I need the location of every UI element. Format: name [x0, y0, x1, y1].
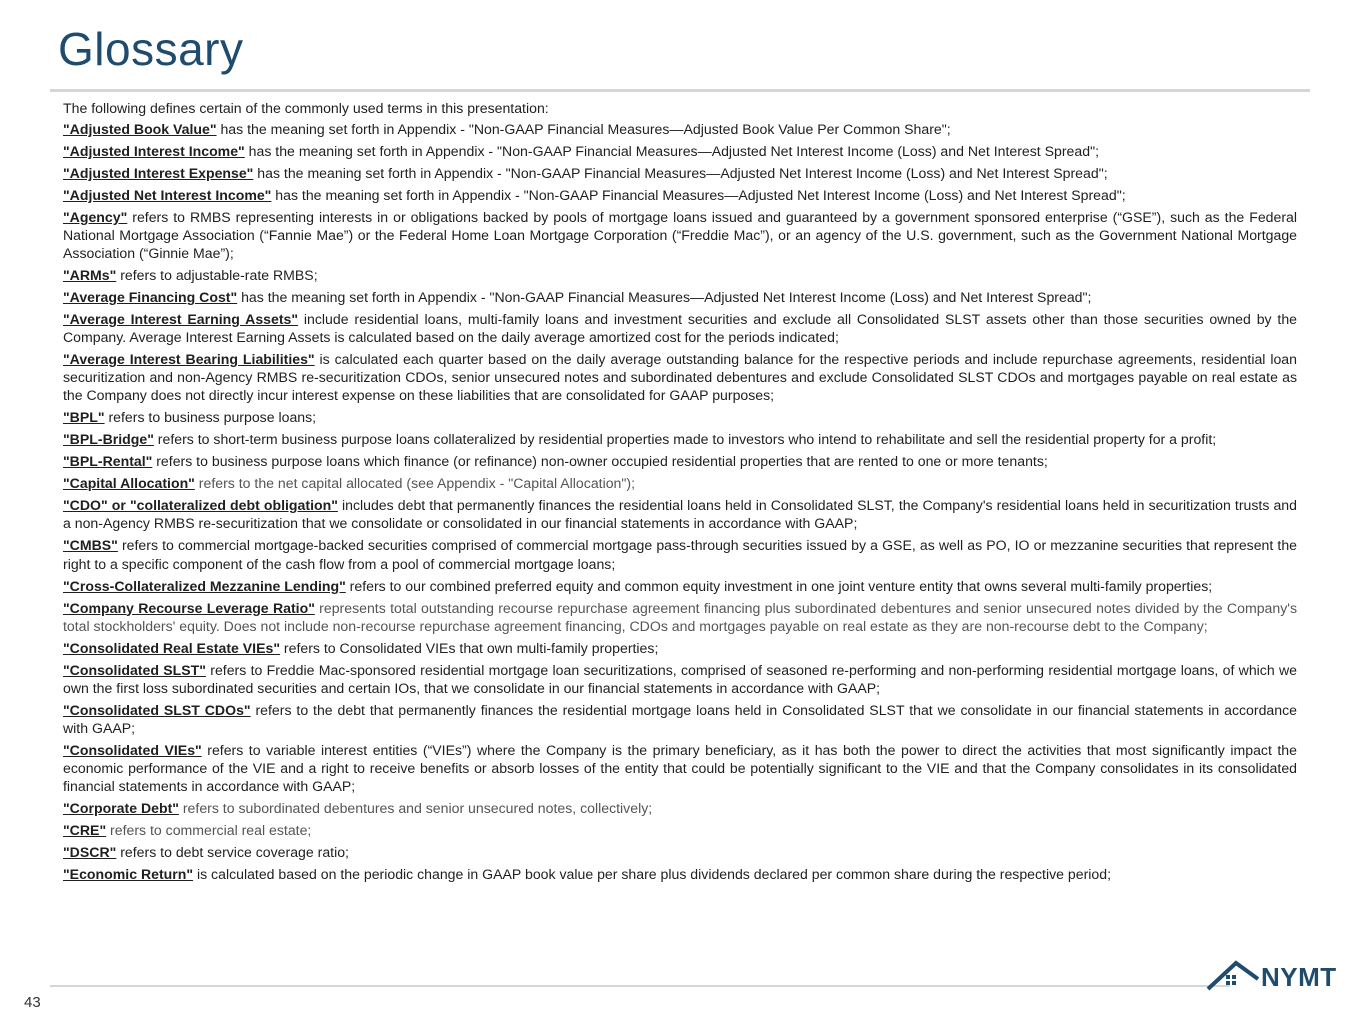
glossary-term: "Adjusted Book Value" [63, 121, 217, 138]
glossary-definition: has the meaning set forth in Appendix - "Non-GAAP Financial Measures—Adjusted Book Value Per Common Share"; [216, 121, 951, 138]
glossary-entry [63, 799, 1297, 817]
glossary-definition: refers to subordinated debentures and senior unsecured notes, collectively; [178, 799, 653, 816]
glossary-entry [63, 741, 1297, 795]
glossary-entry [63, 639, 1297, 657]
glossary-term: "BPL-Bridge" [63, 431, 154, 448]
glossary-term: "Average Financing Cost" [63, 289, 238, 306]
glossary-definition: is calculated based on the periodic change in GAAP book value per share plus dividends declared per common share during the respective period; [193, 865, 1111, 882]
glossary-definition: has the meaning set forth in Appendix - "Non-GAAP Financial Measures—Adjusted Net Interest Income (Loss) and Net Interest Spread"; [244, 143, 1099, 160]
glossary-term: "Average Interest Earning Assets" [63, 311, 299, 328]
glossary-entry [63, 843, 1297, 861]
glossary-definition: refers to Consolidated VIEs that own multi-family properties; [280, 639, 659, 656]
glossary-definition: is calculated each quarter based on the daily average outstanding balance for the respective periods and include repurchase agreements, residential loan securitization and non-Agency RMBS re-securitization CDOs, senior unsecured notes and subordinated debentures and exclude Consolidated SLST CDOs and mortgages payable on real estate as the Company does not directly incur interest expense on these liabilities that are consolidated for GAAP purposes; [63, 351, 1297, 404]
glossary-entry [63, 120, 1297, 138]
footer-divider [50, 985, 1230, 987]
glossary-entry [63, 599, 1297, 635]
glossary-term: "BPL-Rental" [63, 453, 153, 470]
glossary-entry [63, 577, 1297, 595]
glossary-definition: refers to the net capital allocated (see Appendix - "Capital Allocation"); [194, 475, 635, 492]
glossary-body [63, 99, 1297, 887]
glossary-term: "CMBS" [63, 537, 118, 554]
glossary-intro: The following defines certain of the commonly used terms in this presentation: [63, 100, 549, 116]
glossary-definition: refers to business purpose loans which finance (or refinance) non-owner occupied residential properties that are rented to one or more tenants; [152, 453, 1048, 470]
glossary-entry [63, 701, 1297, 737]
glossary-entry [63, 164, 1297, 182]
glossary-entry [63, 350, 1297, 404]
glossary-entry [63, 208, 1297, 262]
glossary-definition: includes debt that permanently finances the residential loans held in Consolidated SLST, the Company's residential loans held in securitization trusts and a non-Agency RMBS re-securitization that we consolidate or consolidated in our financial statements in accordance with GAAP; [63, 497, 1297, 532]
glossary-entry [63, 186, 1297, 204]
glossary-entry [63, 142, 1297, 160]
glossary-entry [63, 430, 1297, 448]
glossary-definition: refers to the debt that permanently finances the residential mortgage loans held in Consolidated SLST that we consolidate in our financial statements in accordance with GAAP; [63, 701, 1297, 736]
glossary-term: "Consolidated VIEs" [63, 741, 202, 758]
glossary-term: "Corporate Debt" [63, 799, 179, 816]
glossary-entry [63, 310, 1297, 346]
glossary-term: "Consolidated Real Estate VIEs" [63, 639, 281, 656]
glossary-entry [63, 865, 1297, 883]
glossary-entry [63, 661, 1297, 697]
glossary-definition: refers to our combined preferred equity and common equity investment in one joint venture entity that owns several multi-family properties; [345, 577, 1213, 594]
glossary-term: "Economic Return" [63, 865, 194, 882]
glossary-term: "Agency" [63, 209, 128, 226]
logo-text: NYMT [1261, 962, 1337, 992]
title-divider [50, 89, 1310, 92]
glossary-definition: has the meaning set forth in Appendix - "Non-GAAP Financial Measures—Adjusted Net Interest Income (Loss) and Net Interest Spread"; [271, 187, 1126, 204]
glossary-term: "Cross-Collateralized Mezzanine Lending" [63, 577, 346, 594]
glossary-definition: refers to commercial mortgage-backed securities comprised of commercial mortgage pass-through securities issued by a GSE, as well as PO, IO or mezzanine securities that represent the right to a specific component of the cash flow from a pool of commercial mortgage loans; [63, 537, 1297, 572]
glossary-term: "BPL" [63, 409, 105, 426]
glossary-term: "Consolidated SLST CDOs" [63, 701, 251, 718]
glossary-term: "Company Recourse Leverage Ratio" [63, 599, 315, 616]
glossary-entry [63, 266, 1297, 284]
glossary-entry [63, 408, 1297, 426]
glossary-definition: has the meaning set forth in Appendix - "Non-GAAP Financial Measures—Adjusted Net Interest Income (Loss) and Net Interest Spread"; [253, 165, 1108, 182]
glossary-definition: refers to variable interest entities (“VIEs”) where the Company is the primary beneficiary, as it has both the power to direct the activities that most significantly impact the economic performance of the VIE and a right to receive benefits or absorb losses of the entity that could be potentially significant to the VIE and that the Company consolidates in its consolidated financial statements in accordance with GAAP; [63, 741, 1297, 794]
page-number: 43 [24, 994, 41, 1011]
glossary-term: "Average Interest Bearing Liabilities" [63, 351, 315, 368]
glossary-entry [63, 288, 1297, 306]
glossary-entry [63, 821, 1297, 839]
page-title: Glossary [58, 23, 244, 75]
glossary-entry [63, 496, 1297, 532]
glossary-term: "Adjusted Interest Income" [63, 143, 245, 160]
glossary-definition: include residential loans, multi-family loans and investment securities and exclude all Consolidated SLST assets other than those securities owned by the Company. Average Interest Earning Assets is calculated based on the daily average amortized cost for the periods indicated; [63, 311, 1298, 346]
glossary-term: "CRE" [63, 821, 107, 838]
glossary-term: "Capital Allocation" [63, 475, 195, 492]
glossary-term: "DSCR" [63, 843, 117, 860]
glossary-definition: refers to Freddie Mac-sponsored residential mortgage loan securitizations, comprised of seasoned re-performing and non-performing residential mortgage loans, of which we own the first loss subordinated securities and certain IOs, that we consolidate in our financial statements in accordance with GAAP; [63, 661, 1298, 696]
glossary-definition: refers to business purpose loans; [104, 409, 317, 426]
glossary-definition: refers to RMBS representing interests in or obligations backed by pools of mortgage loans issued and guaranteed by a government sponsored enterprise (“GSE”), such as the Federal National Mortgage Association (“Fannie Mae”) or the Federal Home Loan Mortgage Corporation (“Freddie Mac”), or an agency of the U.S. government, such as the Government National Mortgage Association (“Ginnie Mae”); [63, 209, 1297, 262]
glossary-definition: represents total outstanding recourse repurchase agreement financing plus subordinated debentures and senior unsecured notes divided by the Company's total stockholders' equity. Does not include non-recourse repurchase agreement financing, CDOs and mortgages payable on real estate as they are non-recourse debt to the Company; [63, 599, 1297, 634]
glossary-entry [63, 536, 1297, 572]
glossary-definition: refers to short-term business purpose loans collateralized by residential properties made to investors who intend to rehabilitate and sell the residential property for a profit; [153, 431, 1217, 448]
glossary-list [63, 120, 1297, 883]
glossary-term: "Consolidated SLST" [63, 661, 206, 678]
glossary-definition: refers to commercial real estate; [106, 821, 312, 838]
glossary-entry [63, 474, 1297, 492]
glossary-entry [63, 452, 1297, 470]
glossary-definition: has the meaning set forth in Appendix - "Non-GAAP Financial Measures—Adjusted Net Interest Income (Loss) and Net Interest Spread"; [237, 289, 1092, 306]
glossary-term: "CDO" or "collateralized debt obligation" [63, 497, 338, 514]
glossary-term: "Adjusted Interest Expense" [63, 165, 254, 182]
glossary-term: "ARMs" [63, 267, 117, 284]
glossary-definition: refers to debt service coverage ratio; [116, 843, 349, 860]
glossary-term: "Adjusted Net Interest Income" [63, 187, 272, 204]
glossary-definition: refers to adjustable-rate RMBS; [116, 267, 318, 284]
